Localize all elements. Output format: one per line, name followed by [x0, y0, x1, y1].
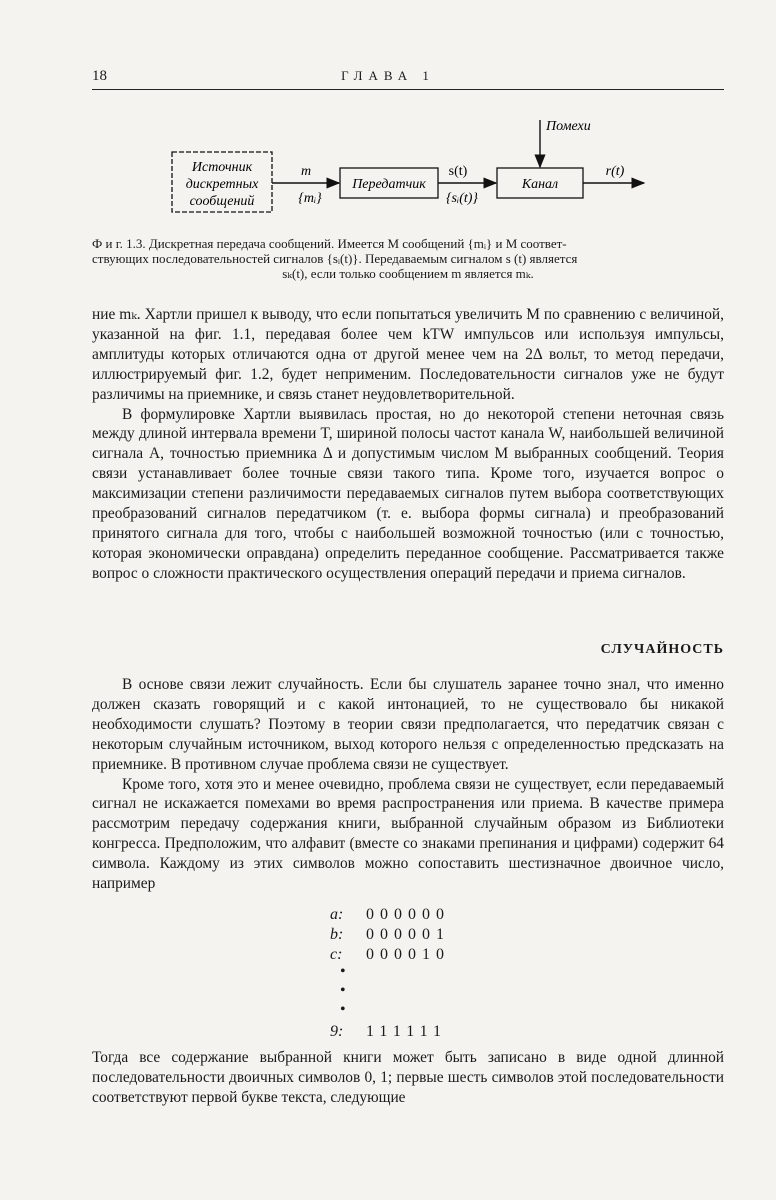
- code-symbol: c:: [330, 946, 343, 963]
- ellipsis-dot: •: [340, 982, 346, 999]
- m-label: m: [300, 164, 312, 179]
- caption-line: sₖ(t), если только сообщением m является mₖ.: [282, 266, 534, 281]
- running-head: ГЛАВА 1: [341, 68, 435, 83]
- noise-label: Помехи: [546, 119, 591, 134]
- block-diagram: [150, 108, 650, 218]
- text-block-2: [92, 675, 724, 894]
- paragraph: В формулировке Хартли выявилась простая, но до некоторой степени неточная связь между длиной интервала времени T, шириной полосы частот канала W, наибольшей величиной сигнала A, точностью приемника Δ и допустимым числом M выбранных сообщений. Теория связи устанавливает более точные связи такого типа. Кроме того, изучается вопрос о максимизации степени различимости передаваемых сигналов путем выбора соответствующих преобразований сигналов передатчиком (т. е. выбора формы сигнала) и преобразований принятого сигнала для того, чтобы с наибольшей возможной точностью (или с точностью, которая экономически оправдана) определить переданное сообщение. Рассматривается также вопрос о сложности практического осуществления операций передачи и приема сигналов.: [92, 405, 724, 582]
- code-symbol: 9:: [330, 1023, 344, 1040]
- paragraph: Тогда все содержание выбранной книги может быть записано в виде одной длинной последовательности двоичных символов 0, 1; первые шесть символов этой последовательности соответствуют первой букве текста, следующие: [92, 1049, 724, 1106]
- paragraph: ние mₖ. Хартли пришел к выводу, что если попытаться увеличить M по сравнению с величиной, указанной на фиг. 1.1, передавая более чем kTW импульсов или используя импульсы, амплитуды которых отличаются одна от другой менее чем на 2Δ вольт, то метод передачи, иллюстрируемый фиг. 1.2, будет неприменим. Последовательности сигналов уже не будут различимы на приемнике, и связь станет неудовлетворительной.: [92, 306, 724, 403]
- mi-label: {mᵢ}: [298, 191, 322, 206]
- code-row: [330, 926, 450, 946]
- channel-box: [497, 168, 583, 198]
- transmitter-box: [340, 168, 438, 198]
- channel-label: Канал: [521, 177, 559, 192]
- caption-line: Ф и г. 1.3. Дискретная передача сообщений. Имеется M сообщений {mᵢ} и M соответ-: [92, 236, 567, 251]
- code-bits: 000000: [366, 906, 450, 923]
- code-symbol: a:: [330, 906, 344, 923]
- source-label-line: Источник: [191, 160, 253, 175]
- caption-line: ствующих последовательностей сигналов {sᵢ(t)}. Передаваемым сигналом s (t) является: [92, 251, 578, 266]
- r-label: r(t): [605, 164, 625, 179]
- section-title: СЛУЧАЙНОСТЬ: [600, 642, 724, 657]
- si-label: {sᵢ(t)}: [445, 191, 479, 206]
- text-block-3: [92, 1048, 724, 1108]
- ellipsis-dot: •: [340, 963, 346, 980]
- text-block-1: [92, 305, 724, 584]
- ellipsis-dot: •: [340, 1001, 346, 1018]
- source-label-line: сообщений: [189, 194, 255, 209]
- paragraph: В основе связи лежит случайность. Если бы слушатель заранее точно знал, что именно должен сказать говорящий и с какой интонацией, то не существовало бы никакой необходимости слушать? Поэтому в теории связи предполагается, что передатчик связан с некоторым случайным источником, выход которого нельзя с определенностью предсказать на приемнике. В противном случае проблема связи не существует.: [92, 676, 724, 773]
- code-symbol: b:: [330, 926, 344, 943]
- source-box: [172, 152, 272, 212]
- binary-code-table: [330, 906, 450, 1043]
- page-number: 18: [92, 68, 107, 84]
- code-bits: 000010: [366, 946, 450, 963]
- code-bits: 111111: [366, 1023, 448, 1040]
- source-label-line: дискретных: [185, 177, 259, 192]
- figure-caption: [92, 236, 724, 281]
- transmitter-label: Передатчик: [352, 177, 426, 192]
- header-rule: [92, 89, 724, 90]
- code-row: [330, 946, 450, 966]
- code-row: [330, 906, 450, 926]
- code-row: [330, 1023, 450, 1043]
- code-bits: 000001: [366, 926, 450, 943]
- paragraph: Кроме того, хотя это и менее очевидно, проблема связи не существует, если передаваемый сигнал не искажается помехами во время распространения или приема. В качестве примера рассмотрим передачу содержания книги, выбранной случайным образом из Библиотеки конгресса. Предположим, что алфавит (вместе со знаками препинания и цифрами) содержит 64 символа. Каждому из этих символов можно сопоставить шестизначное двоичное число, например: [92, 775, 724, 893]
- s-label: s(t): [448, 164, 468, 179]
